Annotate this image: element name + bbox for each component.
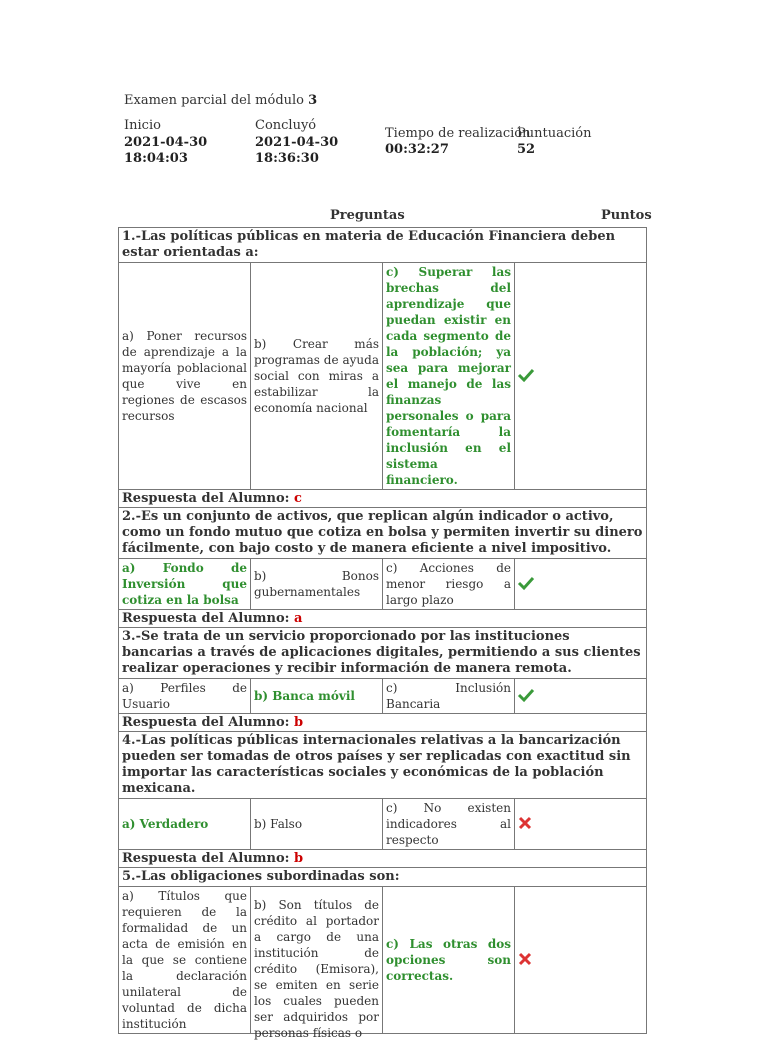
q1-option-a: a) Poner recursos de aprendizaje a la mayoría poblacional que vive en regiones de escasos recursos [119,263,251,490]
question-2-row [119,508,647,559]
question-5-row [119,868,647,887]
duration-label: Tiempo de realización [385,126,531,141]
question-4-options [119,799,647,850]
question-5-text: 5.-Las obligaciones subordinadas son: [119,868,647,887]
q5-option-a: a) Títulos que requieren de la formalidad de un acta de emisión en la que se contiene la declaración unilateral de voluntad de dicha institución [119,887,251,1034]
q2-option-c: c) Acciones de menor riesgo a largo plazo [383,559,515,610]
q1-result [515,263,647,490]
q3-answer-letter: b [294,715,304,730]
exam-title-text: Examen parcial del módulo [124,93,305,108]
q2-result [515,559,647,610]
q1-answer [119,490,647,508]
q5-result [515,887,647,1034]
q2-option-b: b) Bonos gubernamentales [251,559,383,610]
q3-answer [119,714,647,732]
question-1-text: 1.-Las políticas públicas en materia de Educación Financiera deben estar orientadas a: [119,228,647,263]
q4-answer [119,850,647,868]
q5-option-b-text: b) Son títulos de crédito al portador a cargo de una institución de crédito (Emisora), se emiten en serie los cuales pueden ser adquiridos por personas físicas o [254,898,379,1040]
score-label: Puntuación [517,126,592,141]
cross-icon [518,952,532,966]
score-value: 52 [517,142,536,157]
q4-option-b: b) Falso [251,799,383,850]
question-2-options [119,559,647,610]
check-icon [518,576,534,590]
start-time: 18:04:03 [124,151,188,166]
answer-label: Respuesta del Alumno: [122,611,290,626]
start-value [124,135,207,167]
q1-option-b: b) Crear más programas de ayuda social con miras a estabilizar la economía nacional [251,263,383,490]
q4-option-a: a) Verdadero [119,799,251,850]
answer-label: Respuesta del Alumno: [122,491,290,506]
end-date: 2021-04-30 [255,135,339,150]
duration-value: 00:32:27 [385,142,449,157]
q4-answer-letter: b [294,851,304,866]
question-3-text: 3.-Se trata de un servicio proporcionado por las instituciones bancarias a través de aplicaciones digitales, permitiendo a sus clientes realizar operaciones y recibir información de manera remota. [119,628,647,679]
q3-option-c: c) Inclusión Bancaria [383,679,515,714]
q3-result [515,679,647,714]
questions-header: Preguntas [330,208,405,223]
exam-title [124,93,317,108]
points-header: Puntos [601,208,652,223]
question-1-options [119,263,647,490]
q1-answer-letter: c [294,491,302,506]
answer-label: Respuesta del Alumno: [122,715,290,730]
q5-option-b [251,887,383,1040]
questions-table [118,227,647,1040]
q4-answer-row [119,850,647,868]
check-icon [518,368,534,382]
check-icon [518,688,534,702]
start-label: Inicio [124,118,161,133]
end-time: 18:36:30 [255,151,319,166]
question-3-options [119,679,647,714]
q3-option-b: b) Banca móvil [251,679,383,714]
question-5-options [119,887,647,1034]
question-1-row [119,228,647,263]
question-4-row [119,732,647,799]
end-label: Concluyó [255,118,317,133]
q1-answer-row [119,490,647,508]
question-4-text: 4.-Las políticas públicas internacionales relativas a la bancarización pueden ser tomadas de otros países y ser replicadas con exactitud sin importar las características sociales y económicas de la población mexicana. [119,732,647,799]
q4-result [515,799,647,850]
q2-option-a: a) Fondo de Inversión que cotiza en la bolsa [119,559,251,610]
exam-module-number: 3 [308,93,318,108]
cross-icon [518,816,532,830]
q4-option-c: c) No existen indicadores al respecto [383,799,515,850]
q1-option-c: c) Superar las brechas del aprendizaje que puedan existir en cada segmento de la población; ya sea para mejorar el manejo de las finanzas personales o para fomentaría la inclusión en el sistema financiero. [383,263,515,490]
q5-option-c: c) Las otras dos opciones son correctas. [383,887,515,1034]
q3-answer-row [119,714,647,732]
question-3-row [119,628,647,679]
start-date: 2021-04-30 [124,135,208,150]
end-value [255,135,338,167]
q3-option-a: a) Perfiles de Usuario [119,679,251,714]
q2-answer-letter: a [294,611,303,626]
q2-answer [119,610,647,628]
question-2-text: 2.-Es un conjunto de activos, que replican algún indicador o activo, como un fondo mutuo que cotiza en bolsa y permiten invertir su dinero fácilmente, con bajo costo y de manera eficiente a nivel impositivo. [119,508,647,559]
answer-label: Respuesta del Alumno: [122,851,290,866]
q2-answer-row [119,610,647,628]
